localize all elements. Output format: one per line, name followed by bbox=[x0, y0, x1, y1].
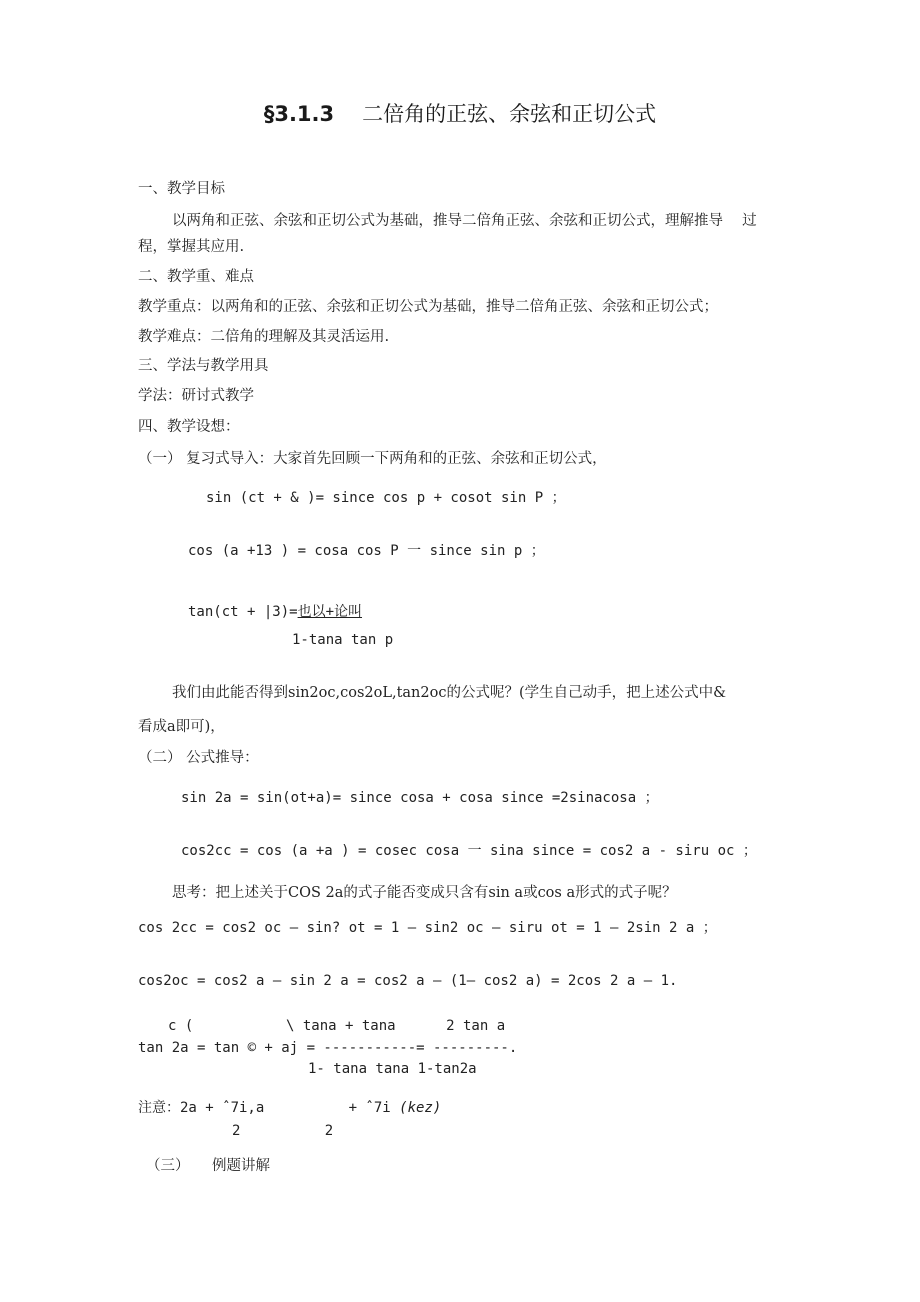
part2-label: （二） 公式推导： bbox=[138, 750, 259, 766]
part1-intro: （一） 复习式导入：大家首先回顾一下两角和的正弦、余弦和正切公式， bbox=[138, 451, 607, 467]
heading-key-points: 二、教学重、难点 bbox=[138, 269, 254, 285]
page-title bbox=[0, 98, 920, 128]
tan-double-top: c ( \ tana + tana 2 tan a bbox=[168, 1018, 506, 1034]
formula-tan-sum bbox=[188, 603, 362, 621]
note-subscripts: 2 2 bbox=[232, 1123, 334, 1139]
tan-double-bottom: 1- tana tana 1-tan2a bbox=[308, 1061, 477, 1077]
note-line bbox=[138, 1099, 441, 1117]
part3-label: （三） bbox=[146, 1158, 190, 1174]
formula-cos-double-sin: cos 2cc = cos2 oc — sin? ot = 1 — sin2 oc — siru ot = 1 — 2sin 2 a ； bbox=[138, 920, 717, 936]
think-question: 思考：把上述关于COS 2a的式子能否变成只含有sin a或cos a形式的式子呢？ bbox=[172, 885, 677, 901]
method-text: 学法：研讨式教学 bbox=[138, 388, 254, 404]
objectives-line-2: 程，掌握其应用. bbox=[138, 239, 245, 255]
question-line-2: 看成a即可)， bbox=[138, 719, 225, 735]
note-condition: (kez) bbox=[399, 1100, 442, 1116]
note-text: 注意：2a + ˆ7i,a + ˆ7i bbox=[138, 1100, 400, 1116]
tan-sum-denominator: 1-tana tan p bbox=[292, 632, 394, 648]
key-point-text: 教学重点：以两角和的正弦、余弦和正切公式为基础，推导二倍角正弦、余弦和正切公式； bbox=[138, 299, 718, 315]
objectives-line-1: 以两角和正弦、余弦和正切公式为基础，推导二倍角正弦、余弦和正切公式，理解推导 过 bbox=[172, 213, 757, 229]
section-number: §3.1.3 bbox=[263, 102, 335, 126]
tan-sum-numerator: 也以+论叫 bbox=[297, 604, 363, 620]
heading-objectives: 一、教学目标 bbox=[138, 181, 225, 197]
formula-sin-double: sin 2a = sin(ot+a)= since cosa + cosa since =2sinacosa ； bbox=[181, 790, 659, 806]
heading-design: 四、教学设想： bbox=[138, 419, 240, 435]
formula-cos-sum: cos (a +13 ) = cosa cos P 一 since sin p ； bbox=[188, 543, 545, 559]
tan-double-middle: tan 2a = tan © + aj = -----------= ---------. bbox=[138, 1040, 518, 1056]
formula-cos-double: cos2cc = cos (a +a ) = cosec cosa 一 sina since = cos2 a - siru oc ； bbox=[181, 843, 757, 859]
formula-cos-double-cos: cos2oc = cos2 a — sin 2 a = cos2 a — (1— cos2 a) = 2cos 2 a — 1. bbox=[138, 973, 678, 989]
heading-methods: 三、学法与教学用具 bbox=[138, 358, 269, 374]
question-line-1: 我们由此能否得到sin2oc,cos2oL,tan2oc的公式呢？(学生自己动手，把上述公式中& bbox=[172, 685, 727, 701]
part3-text: 例题讲解 bbox=[212, 1158, 270, 1174]
tan-sum-left: tan(ct + |3)= bbox=[188, 604, 298, 620]
formula-sin-sum: sin (ct + & )= since cos p + cosot sin P ； bbox=[206, 490, 566, 506]
difficult-point-text: 教学难点：二倍角的理解及其灵活运用. bbox=[138, 329, 390, 345]
title-text: 二倍角的正弦、余弦和正切公式 bbox=[362, 102, 657, 126]
